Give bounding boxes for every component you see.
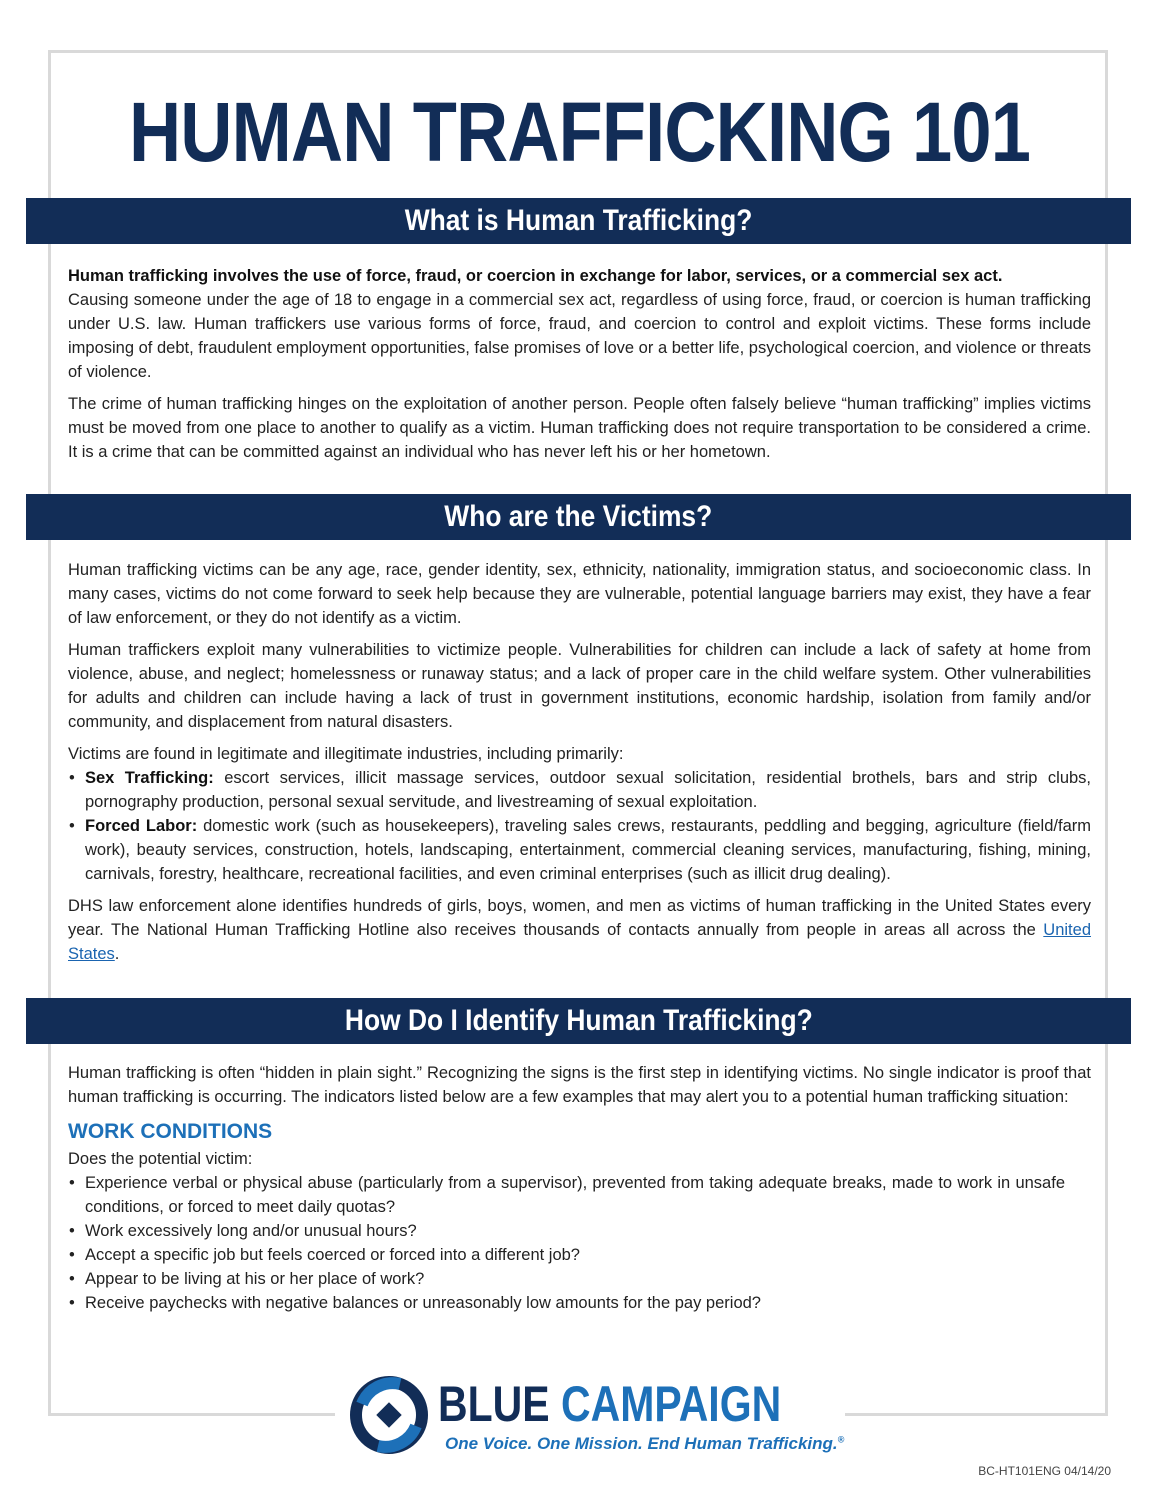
- page-title: HUMAN TRAFFICKING 101: [128, 85, 1031, 179]
- section-heading: How Do I Identify Human Trafficking?: [344, 1004, 813, 1037]
- work-conditions-list: [68, 1171, 1091, 1315]
- list-item: • Accept a specific job but feels coerced or forced into a different job?: [68, 1243, 1091, 1267]
- paragraph-end: .: [114, 945, 120, 963]
- section-heading: What is Human Trafficking?: [404, 204, 753, 237]
- list-item-text: domestic work (such as housekeepers), traveling sales crews, restaurants, peddling and begging, agriculture (field/farm work), beauty services, construction, hotels, landscaping, entertainment, commercial cleaning services, manufacturing, fishing, mining, carnivals, forestry, healthcare, recreational facilities, and even criminal enterprises (such as illicit drug dealing).: [85, 817, 1091, 883]
- list-item: • Experience verbal or physical abuse (particularly from a supervisor), prevented from taking adequate breaks, made to work in unsafe conditions, or forced to meet daily quotas?: [68, 1171, 1091, 1219]
- list-item-label: Sex Trafficking:: [85, 769, 214, 787]
- section-header-who: [26, 494, 1131, 540]
- blue-campaign-emblem-icon: [348, 1374, 430, 1456]
- paragraph: Human trafficking victims can be any age, race, gender identity, sex, ethnicity, nationality, immigration status, and socioeconomic class. In many cases, victims do not come forward to seek help because they are vulnerable, potential language barriers may exist, they have a fear of law enforcement, or they do not identify as a victim.: [68, 561, 1091, 627]
- logo-word-campaign: CAMPAIGN: [561, 1376, 782, 1432]
- list-item-label: Forced Labor:: [85, 817, 198, 835]
- paragraph: [68, 894, 1091, 966]
- lead-rest: Causing someone under the age of 18 to engage in a commercial sex act, regardless of using force, fraud, or coercion is human trafficking under U.S. law. Human traffickers use various forms of force, fraud, and coercion to control and exploit victims. These forms include imposing of debt, fraudulent employment opportunities, false promises of love or a better life, psychological coercion, and violence or threats of violence.: [68, 291, 1091, 381]
- list-item-text: escort services, illicit massage services, outdoor sexual solicitation, residential brothels, bars and strip clubs, pornography production, personal sexual servitude, and livestreaming of sexual exploitation.: [85, 769, 1092, 811]
- list-item: • Receive paychecks with negative balances or unreasonably low amounts for the pay period?: [68, 1291, 1091, 1315]
- paragraph: Human traffickers exploit many vulnerabilities to victimize people. Vulnerabilities for children can include a lack of safety at home from violence, abuse, and neglect; homelessness or runaway status; and a lack of proper care in the child welfare system. Other vulnerabilities for adults and children can include having a lack of trust in government institutions, economic hardship, isolation from family and/or community, and displacement from natural disasters.: [68, 641, 1091, 731]
- logo-wordmark: [438, 1372, 781, 1436]
- industry-list: [68, 766, 1091, 886]
- document-code: BC-HT101ENG 04/14/20: [978, 1464, 1111, 1478]
- list-item: [68, 766, 1091, 814]
- paragraph: Victims are found in legitimate and illegitimate industries, including primarily:: [68, 745, 624, 763]
- logo-tagline: [445, 1434, 844, 1454]
- section-header-identify: [26, 998, 1131, 1044]
- work-conditions-intro: Does the potential victim:: [68, 1150, 253, 1168]
- section-identify-body: [68, 1061, 1091, 1315]
- list-item: • Appear to be living at his or her place of work?: [68, 1267, 1091, 1291]
- work-conditions-heading: WORK CONDITIONS: [68, 1120, 273, 1143]
- list-item: [68, 814, 1091, 886]
- paragraph: The crime of human trafficking hinges on the exploitation of another person. People often falsely believe “human trafficking” implies victims must be moved from one place to another to qualify as a victim. Human trafficking does not require transportation to be considered a crime. It is a crime that can be committed against an individual who has never left his or her hometown.: [68, 395, 1091, 461]
- blue-campaign-logo: [348, 1372, 845, 1462]
- paragraph-text: DHS law enforcement alone identifies hundreds of girls, boys, women, and men as victims of human trafficking in the United States every year. The National Human Trafficking Hotline also receives thousands of contacts annually from people in areas all across the: [68, 897, 1091, 939]
- section-what-body: [68, 264, 1091, 472]
- section-who-body: [68, 558, 1091, 974]
- list-item: • Work excessively long and/or unusual hours?: [68, 1219, 1091, 1243]
- section-heading: Who are the Victims?: [444, 500, 713, 533]
- tagline-text: One Voice. One Mission. End Human Trafficking.: [445, 1434, 838, 1453]
- lead-bold: Human trafficking involves the use of force, fraud, or coercion in exchange for labor, services, or a commercial sex act.: [68, 267, 1003, 285]
- united-states-link[interactable]: United States: [68, 921, 1091, 963]
- section-header-what: [26, 198, 1131, 244]
- paragraph: Human trafficking is often “hidden in plain sight.” Recognizing the signs is the first step in identifying victims. No single indicator is proof that human trafficking is occurring. The indicators listed below are a few examples that may alert you to a potential human trafficking situation:: [68, 1064, 1091, 1106]
- logo-word-blue: BLUE: [438, 1376, 550, 1432]
- paragraph: [68, 264, 1091, 384]
- registered-mark: ®: [837, 1434, 845, 1445]
